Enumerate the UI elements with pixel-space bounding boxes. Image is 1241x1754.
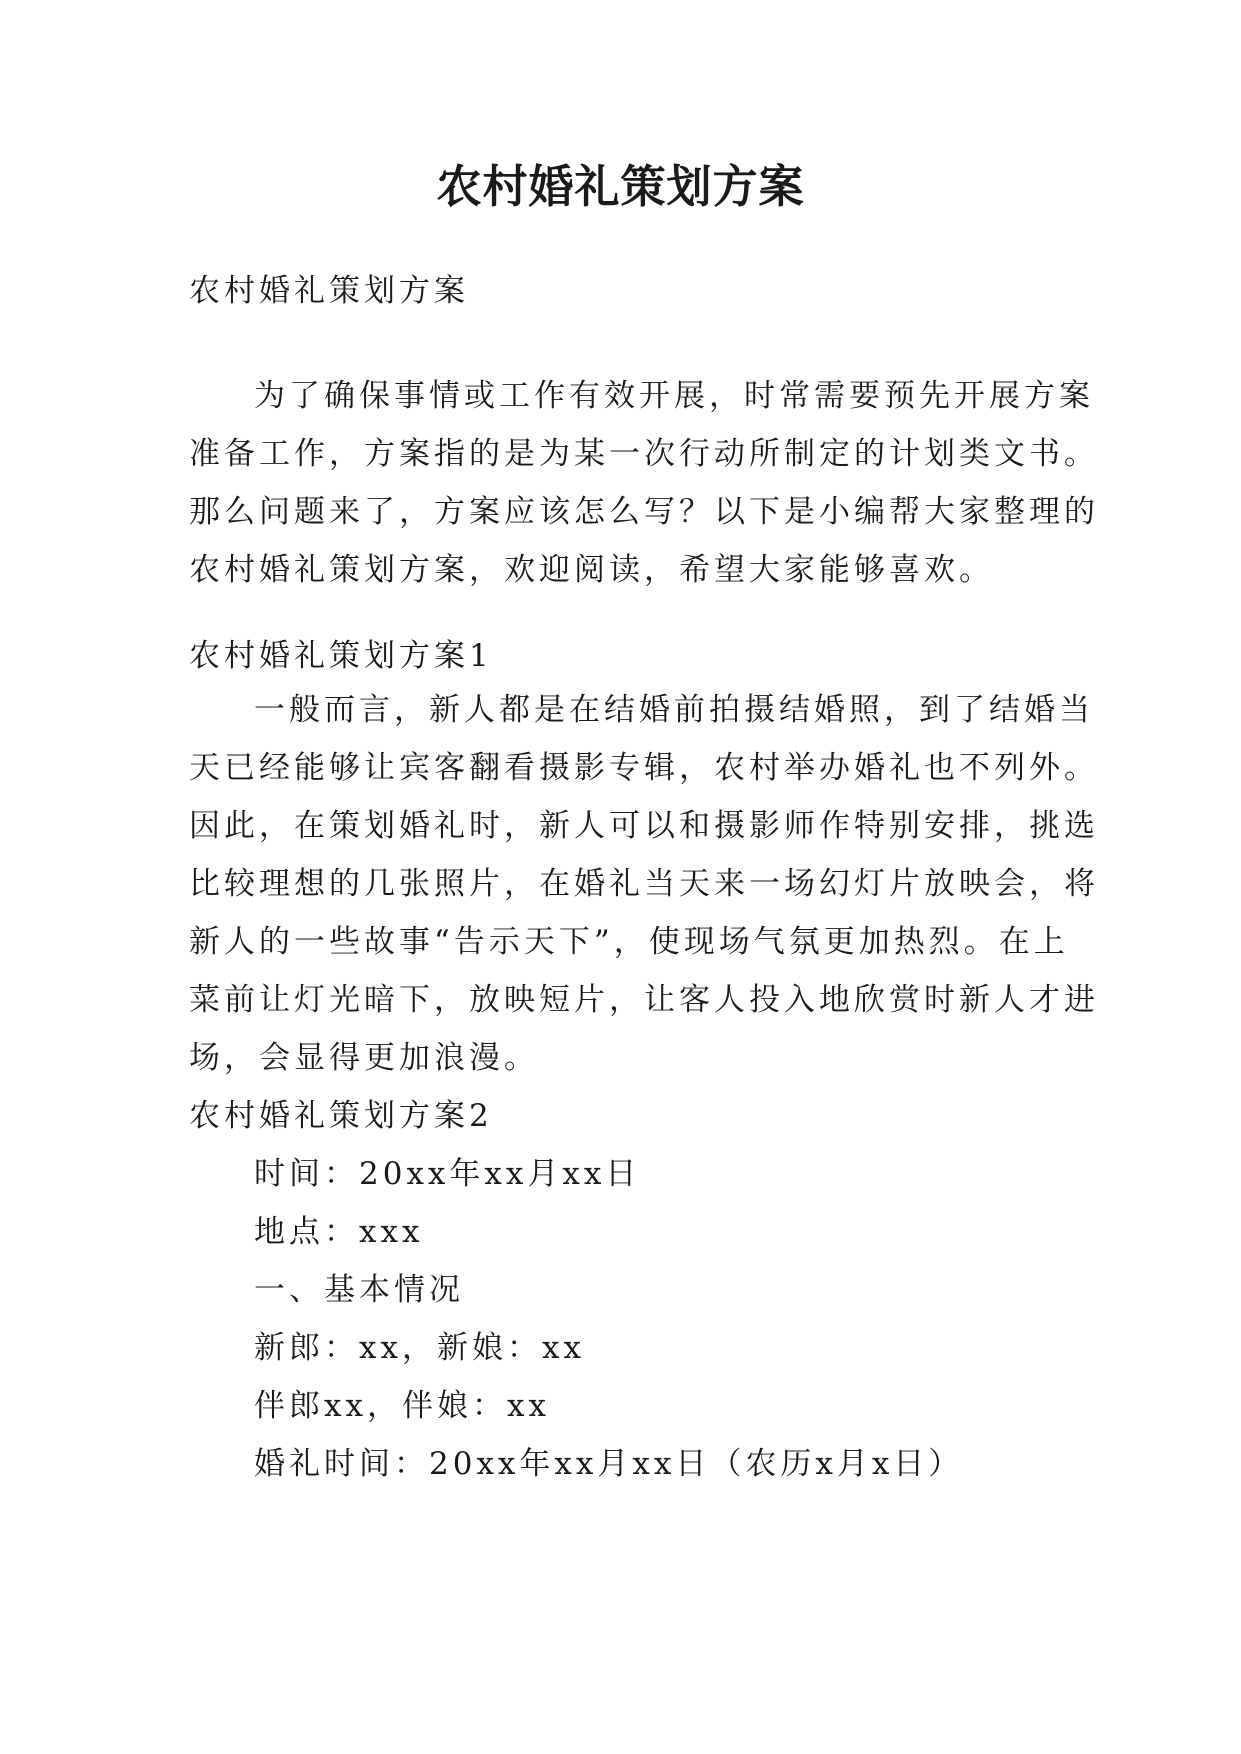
paragraph-line: 因此，在策划婚礼时，新人可以和摄影师作特别安排，挑选 [189, 808, 1099, 844]
intro-line: 为了确保事情或工作有效开展，时常需要预先开展方案 [254, 378, 1094, 414]
paragraph-line: 一般而言，新人都是在结婚前拍摄结婚照，到了结婚当 [254, 692, 1094, 728]
paragraph-line: 菜前让灯光暗下，放映短片，让客人投入地欣赏时新人才进 [189, 982, 1099, 1018]
detail-line: 一、基本情况 [254, 1272, 464, 1308]
paragraph-line: 新人的一些故事“告示天下”，使现场气氛更加热烈。在上 [189, 924, 1069, 960]
detail-line: 婚礼时间：20xx年xx月xx日（农历x月x日） [254, 1446, 964, 1482]
detail-line: 新郎：xx，新娘：xx [254, 1330, 585, 1366]
paragraph-line: 天已经能够让宾客翻看摄影专辑，农村举办婚礼也不列外。 [189, 750, 1099, 786]
intro-line: 农村婚礼策划方案，欢迎阅读，希望大家能够喜欢。 [189, 552, 994, 588]
detail-line: 地点：xxx [254, 1214, 424, 1250]
paragraph-line: 比较理想的几张照片，在婚礼当天来一场幻灯片放映会，将 [189, 866, 1099, 902]
detail-line: 伴郎xx，伴娘：xx [254, 1388, 550, 1424]
section-heading: 农村婚礼策划方案1 [189, 638, 493, 674]
document-title: 农村婚礼策划方案 [436, 160, 805, 213]
section-heading: 农村婚礼策划方案2 [189, 1098, 493, 1134]
intro-line: 那么问题来了，方案应该怎么写？以下是小编帮大家整理的 [189, 494, 1099, 530]
detail-line: 时间：20xx年xx月xx日 [254, 1156, 641, 1192]
subtitle: 农村婚礼策划方案 [189, 273, 469, 309]
paragraph-line: 场，会显得更加浪漫。 [189, 1040, 539, 1076]
intro-line: 准备工作，方案指的是为某一次行动所制定的计划类文书。 [189, 436, 1099, 472]
